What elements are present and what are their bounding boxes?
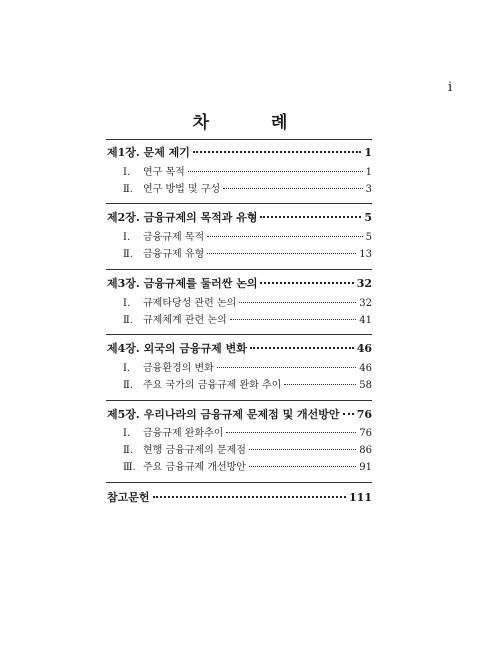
dot-leader [207,253,356,254]
chapter-label: 제4장. 외국의 금융규제 변화 [107,342,247,355]
section-page: 41 [359,315,372,326]
dot-leader [226,432,356,433]
section-page: 13 [359,249,372,260]
chapter-label: 제1장. 문제 제기 [107,146,190,159]
toc-section[interactable] [123,359,372,374]
chapter-label: 제2장. 금융규제의 목적과 유형 [107,211,258,224]
chapter-label: 제3장. 금융규제를 둘러싼 논의 [107,277,258,290]
dot-leader [343,413,354,415]
section-page: 32 [359,298,372,309]
toc-section[interactable] [123,441,372,456]
section-rule [106,269,372,270]
dot-leader [230,319,357,320]
section-rule [106,139,372,140]
dot-leader [188,171,363,172]
section-page: 91 [359,462,372,473]
dot-leader [284,384,356,385]
section-number: Ⅰ. [123,428,131,439]
section-rule [106,482,372,483]
section-page: 1 [365,167,372,178]
section-number: Ⅲ. [123,462,136,473]
section-page: 86 [359,445,372,456]
chapter-page: 1 [364,146,372,159]
toc-title: 차 례 [192,113,316,133]
section-page: 5 [365,232,372,243]
toc-chapter[interactable] [107,275,372,291]
toc-section[interactable] [123,424,372,439]
dot-leader [249,449,356,450]
section-label: 연구 목적 [143,167,185,178]
section-number: Ⅱ. [123,249,133,260]
section-label: 연구 방법 및 구성 [143,184,221,195]
section-label: 금융환경의 변화 [143,363,214,374]
section-label: 금융규제 유형 [143,249,205,260]
references-page: 111 [349,491,372,504]
chapter-page: 46 [356,342,372,355]
chapter-page: 76 [356,408,372,421]
section-number: Ⅱ. [123,315,133,326]
section-number: Ⅰ. [123,167,131,178]
dot-leader [260,282,353,284]
dot-leader [223,188,362,189]
toc-chapter[interactable] [107,340,372,356]
toc-section[interactable] [123,458,372,473]
section-label: 주요 금융규제 개선방안 [143,462,246,473]
toc-section[interactable] [123,180,372,195]
toc-section[interactable] [123,294,372,309]
section-label: 규제타당성 관련 논의 [143,298,237,309]
toc-section[interactable] [123,245,372,260]
dot-leader [250,347,354,349]
dot-leader [239,302,356,303]
dot-leader [153,496,347,498]
toc-section[interactable] [123,311,372,326]
toc-references[interactable] [107,489,372,505]
section-page: 3 [365,184,372,195]
toc-section[interactable] [123,163,372,178]
dot-leader [207,236,362,237]
toc-chapter[interactable] [107,406,372,422]
section-label: 현행 금융규제의 문제점 [143,445,246,456]
section-number: Ⅰ. [123,363,131,374]
section-page: 46 [359,363,372,374]
chapter-label: 제5장. 우리나라의 금융규제 문제점 및 개선방안 [107,408,340,421]
references-label: 참고문헌 [107,491,150,504]
toc-chapter[interactable] [107,209,372,225]
section-rule [106,334,372,335]
toc-section[interactable] [123,228,372,243]
section-page: 76 [359,428,372,439]
section-label: 금융규제 목적 [143,232,205,243]
toc-section[interactable] [123,376,372,391]
page-number: i [448,80,453,95]
section-rule [106,400,372,401]
section-rule [106,203,372,204]
section-label: 규제체계 관련 논의 [143,315,227,326]
dot-leader [193,151,361,153]
dot-leader [217,367,356,368]
section-page: 58 [359,380,372,391]
chapter-page: 5 [364,211,372,224]
section-number: Ⅰ. [123,298,131,309]
section-label: 주요 국가의 금융규제 완화 추이 [143,380,282,391]
chapter-page: 32 [356,277,372,290]
dot-leader [260,216,361,218]
dot-leader [249,466,356,467]
section-label: 금융규제 완화추이 [143,428,224,439]
section-number: Ⅱ. [123,380,133,391]
section-number: Ⅱ. [123,445,133,456]
toc-chapter[interactable] [107,144,372,160]
section-number: Ⅰ. [123,232,131,243]
section-number: Ⅱ. [123,184,133,195]
